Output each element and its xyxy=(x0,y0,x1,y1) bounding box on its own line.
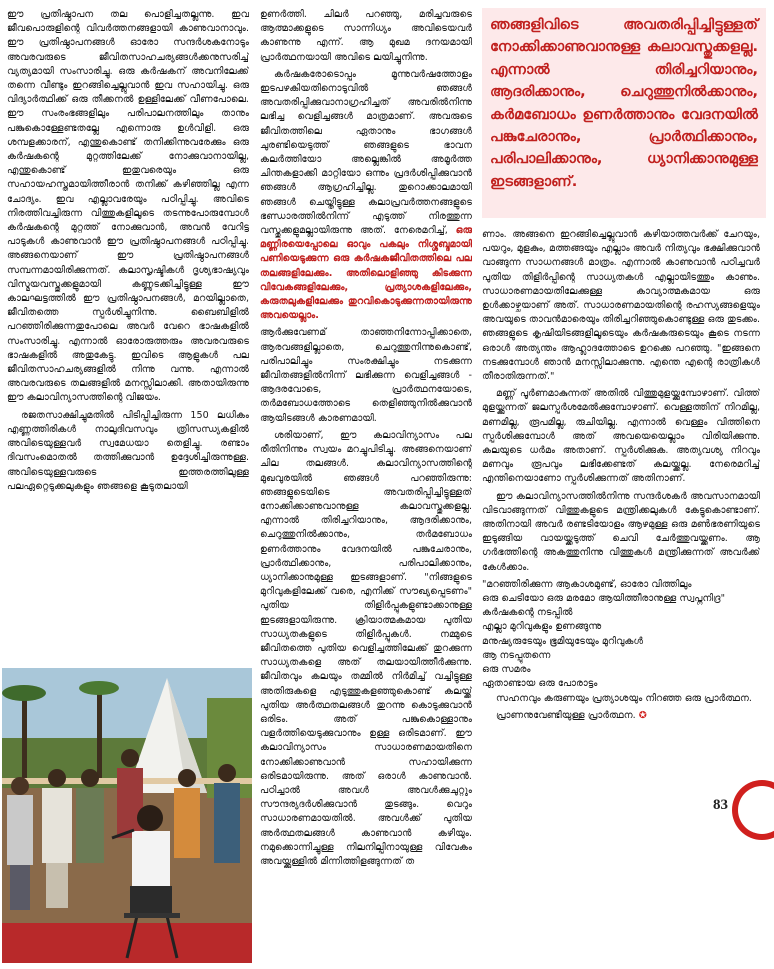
paragraph: മണ്ണ് പൂർണമാകുന്നത് അതിൽ വിത്തുമുളയ്ക്കുമ്പോഴാണ്. വിത്ത് മുളയ്ക്കുന്നത് ജലസ്പർശമേൽക്കുമ്പോഴാണ്. വെള്ളത്തിന് നിറമില്ല, മണമില്ല, രൂപമില്ല, രുചിയില്ല. എന്നാൽ വെള്ളം വിത്തിനെ സ്പർശിക്കുമ്പോൾ അത് അവയെയെല്ലാം വിരിയിക്കുന്നു. കലയുടെ ധർമം അതാണ്. സ്പർശിക്കുക. അത്യവശ്യ നിറവും മണവും രൂപവും ലഭിക്കേണ്ടത് കലയ്ക്കല്ല. നേരെമറിച്ച് എന്തിനെയാണോ സ്പർശിക്കുന്നത് അതിനാണ്. xyxy=(482,388,760,485)
page-number: 83 xyxy=(713,797,728,813)
article-column-2 xyxy=(260,8,472,963)
end-mark-icon: ✪ xyxy=(638,709,647,721)
poem-line: ഏതാണ്ടായ ഒരു പോരാട്ടം xyxy=(482,678,598,690)
paragraph: രജതസാക്ഷിച്ചുമതിൽ പിടിപ്പിച്ചിരുന്ന 150 ലധികം എണ്ണത്തിരികൾ നാലുദിവസവും ത്രിസന്ധ്യകളിൽ അവിടെയുള്ളവർ സ്വമേധയാ തെളിച്ചു. രണ്ടാം ദിവസംമൊതൽ തത്തിക്കുവാൻ ഉദ്ദേശിച്ചിരുന്നുള്ള. അവിടെയുള്ളവരുടെ ഇത്തരത്തിലുള്ള പലഏറ്റെടുക്കലുകളും ഞങ്ങളെ കൂടുതലായി xyxy=(7,409,249,492)
poem-line: എല്ലാ മുറിവുകളും ഉണങ്ങുന്നു xyxy=(482,621,602,633)
closing-line: പ്രാണനുവേണ്ടിയുള്ള പ്രാർത്ഥന. xyxy=(496,709,636,721)
paragraph: സഹനവും കരുണയും പ്രത്യാശയും നിറഞ്ഞ ഒരു പ്രാർത്ഥന. xyxy=(496,692,752,704)
paragraph-text: കർഷകരോടൊപ്പം മൂന്നുവർഷത്തോളം ഇടപഴകിയതിനൊടുവിൽ ഞങ്ങൾ അവതരിപ്പിക്കുവാനാഗ്രഹിച്ചത് അവരിൽനിന്നു ലഭിച്ച വെളിച്ചങ്ങൾ മാത്രമാണ്. അവരുടെ ജീവിതത്തിലെ ഏതാനും ഭാഗങ്ങൾ ചുരണ്ടിയെടുത്ത് ഞങ്ങളുടെ ഭാവന കലർത്തിയോ അല്ലെങ്കിൽ അമൂർത്ത ചിന്തകളാക്കി മാറ്റിയോ ഒന്നും പ്രദർശിപ്പിക്കുവാൻ ഞങ്ങൾ ആഗ്രഹിച്ചില്ല. തുറൊക്കാലമായി ഞങ്ങൾ ചെയ്തിട്ടുള്ള കലാപ്രവർത്തനങ്ങളുടെ ഭണ്ഡാരത്തിൽനിന്ന് എടുത്ത് നിരത്തുന്ന വസ്തുക്കളുമല്ലായിരുന്നു അത്. നേരെമറിച്ച്, xyxy=(260,68,472,237)
article-column-3 xyxy=(482,228,760,958)
paragraph: ണാം. അങ്ങനെ ഇറങ്ങിച്ചെല്ലുവാൻ കഴിയാത്തവർക്ക് ചേറയും, പയറും, മുളകും, മത്തങ്ങയും എല്ലാം അവർ നിത്യവും ഭക്ഷിക്കുവാൻ വാങ്ങുന്ന സാധനങ്ങൾ മാത്രം. എന്നാൽ കാണുവാൻ പഠിച്ചവർ പുതിയ തിളിർപ്പിന്റെ സാധ്യതകൾ എല്ലായിടത്തും കാണും. സാധാരണമായതിലേക്കുള്ള കാവ്യാത്മകമായ ഒരു ഉൾക്കാഴ്ചയാണ് അത്. സാധാരണമായതിന്റെ രഹസ്യങ്ങളെയും അവയുടെ താവൻമാരെയും തിരിച്ചറിഞ്ഞുകൊണ്ടുള്ള ഒരു തുടക്കം. ഞങ്ങളുടെ കൃഷിയിടങ്ങളിലൂടെയും കർഷകരുടെയും കൂടെ നടന്ന ഒരാൾ അത്യന്തം ആഹ്ലാദത്തോടെ ഉറക്കെ പറഞ്ഞു. "ഇങ്ങനെ നടക്കുമ്പോൾ ഞാൻ മനസ്സിലാക്കുന്നു. എന്തെ എന്റെ രാത്രികൾ തീരാതിരുന്നത്." xyxy=(482,229,760,383)
poem-line: കർഷകന്റെ നടപ്പിൽ xyxy=(482,607,573,619)
poem-line: മനുഷ്യരുടേയും ഭൂമിയുടേയും മുറിവുകൾ xyxy=(482,635,644,647)
paragraph: ശരിയാണ്, ഈ കലാവിന്യാസം പല രീതിനിന്നും സ്വയം മറച്ചുപിടിച്ചു. അങ്ങനെയാണ് ചില തലങ്ങൾ. കലാവിന്യാസത്തിന്റെ മുഖവുരയിൽ ഞങ്ങൾ പറഞ്ഞിരുന്നു: ഞങ്ങളുടെയിടെ അവതരിപ്പിച്ചിട്ടുള്ളത് നോക്കിക്കാണുവാനുള്ള കലാവസ്തുക്കളല്ല. എന്നാൽ തിരിച്ചറിയാനും, ആദരിക്കാനും, ചെറുത്തുനിൽക്കാനും, തർമബോധം ഉണർത്താനും വേദനയിൽ പങ്കുചേരാനും, പ്രാർത്ഥിക്കാനും, പരിപാലിക്കാനും, ധ്യാനിക്കാനുമുള്ള ഇടങ്ങളാണ്. "നിങ്ങളുടെ മുറിവുകളിലേക്ക് വരെ, എനിക്ക് സൗഖ്യപ്പെടണം" പുതിയ തിളിർപ്പുകളുണ്ടാക്കാനുള്ള ഇടങ്ങളായിരുന്നു. ക്രിയാത്മകമായ പുതിയ സാധ്യതകളുടെ തിളിർപ്പുകൾ. നമ്മുടെ ജീവിതത്തെ പുതിയ വെളിച്ചത്തിലേക്ക് തുറക്കുന്ന സാധ്യതകളെ അത് തലയായിത്തീർക്കുന്നു. ജീവിതവും കലയും തമ്മിൽ നിർമിച്ച് വച്ചിട്ടുള്ള അതിരുകളെ എടുത്തുകളഞ്ഞുകൊണ്ട് കലയ്ക്ക് പുതിയ അർത്ഥതലങ്ങൾ തുറന്നു കൊടുക്കുവാൻ ഒരിടം. അത് പങ്കുകൊള്ളാനും വളർത്തിയെടുക്കുവാനും ഉള്ള ഒരിടമാണ്. ഈ കലാവിന്യാസം സാധാരണമായതിനെ നോക്കിക്കാണുവാൻ സഹായിക്കുന്ന ഒരിടമായിരുന്നു. അത് ഒരാൾ കാണുവാൻ. പഠിച്ചാൽ അവൾ അവൾക്കുചുറ്റും സൗന്ദര്യദർശിക്കുവാൻ തുടങ്ങും. വെറും സാധാരണമായതിൽ. അവൾക്ക് പുതിയ അർത്ഥതലങ്ങൾ കാണുവാൻ കഴിയും. നമുക്കൊന്നിച്ചുള്ള നിലനില്പിനായുള്ള വിവേകം അവയ്ക്കുള്ളിൽ മിന്നിത്തിളങ്ങുന്നത് ത xyxy=(260,429,472,867)
paragraph: ആർക്കുവേണമ് താഞ്ഞനിന്നോപ്പിക്കാതെ, ആരവങ്ങളില്ലാതെ, ചെറുത്തുനിന്നുകൊണ്ട്, പരിപാലിച്ചും സംരക്ഷിച്ചും നടക്കുന്ന ജീവിതങ്ങളിൽനിന്ന് ലഭിക്കുന്ന വെളിച്ചങ്ങൾ - ആദരവോടെ, പ്രാർത്ഥനയോടെ, തർമബോധത്തോടെ തെളിഞ്ഞുനിൽക്കുവാൻ ആയിടങ്ങൾ കാരണമായി. xyxy=(260,327,472,424)
paragraph xyxy=(260,68,472,324)
paragraph xyxy=(482,709,760,723)
highlighted-text: ഒരു മണ്ണിരയെപ്പോലെ ഓവും പകലും നിശ്ശബ്ദമായി പണിയെടുക്കുന്ന ഒരു കർഷകജീവിതത്തിലെ പല തലങ്ങളിലേക്കും. അതിലൊളിഞ്ഞു കിടക്കുന്ന വിവേകങ്ങളിലേക്കും, പ്രത്യാശകളിലേക്കും, കരുതലുകളിലേക്കും തുറവികൊടുക്കുന്നതായിരുന്നു അവയെല്ലാം. xyxy=(260,225,472,322)
poem-line: ഒരു ചെടിയോ ഒരു മരമോ ആയിത്തീരാനുള്ള സ്വപ്നനിദ്ര" xyxy=(482,593,726,605)
poem-line: ആ നടപ്പുതന്നെ xyxy=(482,649,551,661)
poem-line: "മറഞ്ഞിരിക്കുന്ന ആകാശമുണ്ട്, ഓരോ വിത്തിലും xyxy=(482,578,692,590)
paragraph: ഈ പ്രതിഷ്ഠാപന തല പൊളിച്ചതല്ലന്നു. ഇവ ജീവപൊരുളിന്റെ വിവർത്തനങ്ങളായി കാണുവാനാവും. ഈ പ്രതിഷ്ഠാപനങ്ങൾ ഓരോ സന്ദർശകനോടും അവരവരുടെ ജീവിതസാഹചര്യങ്ങൾക്കനുസരിച്ച് വ്യത്യമായി സംസാരിച്ചു. ഒരു കർഷകന് അവനിലേക്ക് തന്നെ വീണ്ടും ഇറങ്ങിച്ചെല്ലുവാൻ ഇവ സഹായിച്ചു. ഒരു വിദ്യാർത്ഥിക്ക് ഒരു തീക്കനൽ ഉള്ളിലേക്ക് വീണപോലെ. ഈ സംരംഭങ്ങളിലും പരിപാലനത്തിലും താനും പങ്കുകൊള്ളേണ്ടതല്ലേ എന്നൊരു ഉൾവിളി. ഒരു ശമ്പളക്കാരന്, എന്തുകൊണ്ട് തനിക്കിന്നുവരേക്കും ഒരു കർഷകന്റെ മുറ്റത്തിലേക്ക് നോക്കുവാനായില്ല, എന്തുകൊണ്ട് ഇതുവരെയും ഒരു സഹായഹസ്തമായിത്തീരാൻ തനിക്ക് കഴിഞ്ഞില്ല എന്ന ചോദ്യം. ഇവ എല്ലാവരേയും പഠിപ്പിച്ചു. അവിടെ നിരത്തിവച്ചിരുന്ന വിത്തുകളിലൂടെ തടന്നുപോരുമ്പോൾ കർഷകന്റെ മുറ്റത്ത് നോക്കുവാൻ, അവൻ വേറിട്ട പാടുകൾ കാണുവാൻ ഈ പ്രതിഷ്ഠാപനങ്ങൾ പഠിപ്പിച്ചു. അങ്ങനെയാണ് ഈ പ്രതിഷ്ഠാപനങ്ങൾ സമ്പന്നമായിരിക്കുന്നത്. കലാസൃഷ്ടികൾ ദൃശ്യഭാഷ്യവും വിസ്മയവസ്തുക്കളുമായി കണ്ണുടക്കിച്ചിട്ടുള്ള ഈ കാലഘട്ടത്തിൽ ഈ പ്രതിഷ്ഠാപനങ്ങൾ, മറയില്ലാതെ, ജീവിതത്തെ സ്പർശിച്ചുനിന്നു. ബൈബിളിൽ പറഞ്ഞിരിക്കുന്നതുപോലെ അവർ വേറെ ഭാഷകളിൽ സംസാരിച്ചു. എന്നാൽ ഓരോരുത്തരും അവരവരുടെ ഭാഷകളിൽ അതുകേട്ടു. ഇവിടെ ആളുകൾ പല ജീവിതസാഹചര്യങ്ങളിൽ നിന്നു വന്നു. എന്നാൽ അവരവരുടെ തലങ്ങളിൽ മനസ്സിലാക്കി. അതായിരുന്നു ഈ കലാവിന്യാസത്തിന്റെ വിജയം. xyxy=(7,9,249,404)
article-column-1 xyxy=(7,8,249,658)
paragraph: ഈ കലാവിന്യാസത്തിൽനിന്നു സന്ദർശകർ അവസാനമായി വിടവാങ്ങുന്നത് വിത്തുകളുടെ മന്ത്രിക്കലുകൾ കേട്ടുകൊണ്ടാണ്. അതിനായി അവർ രണ്ടടിയോളം ആഴമുള്ള ഒരു മൺഭരണിയുടെ ഇടുങ്ങിയ വായയ്ക്കടുത്ത് ചെവി ചേർത്തുവയ്ക്കണം. ആ ഗർഭത്തിന്റെ അകത്തുനിന്നു വിത്തുകൾ മന്ത്രിക്കുന്നത് അവർക്ക് കേൾക്കാം. xyxy=(482,490,760,573)
event-photo xyxy=(2,668,252,963)
poem-line: ഒരു സമരം xyxy=(482,664,531,676)
pull-quote: ഞങ്ങളിവിടെ അവതരിപ്പിച്ചിട്ടുള്ളത് നോക്കിക്കാണുവാനുള്ള കലാവസ്തുക്കളല്ല. എന്നാൽ തിരിച്ചറിയാനും, ആദരിക്കാനും, ചെറുത്തുനിൽക്കാനും, കർമബോധം ഉണർത്താനും വേദനയിൽ പങ്കുചേരാനും, പ്രാർത്ഥിക്കാനും, പരിപാലിക്കാനും, ധ്യാനിക്കാനുമുള്ള ഇടങ്ങളാണ്. xyxy=(482,8,766,218)
paragraph: ഉണർത്തി. ചിലർ പറഞ്ഞു, മരിച്ചവരുടെ ആത്മാക്കളുടെ സാന്നിധ്യം അവിടെയവർ കാണുന്നു എന്ന്. ആ മുഖമ ദനയമായി പ്രാർത്ഥനയായി അവിടെ ലയിച്ചുനിന്നു. xyxy=(260,9,472,63)
